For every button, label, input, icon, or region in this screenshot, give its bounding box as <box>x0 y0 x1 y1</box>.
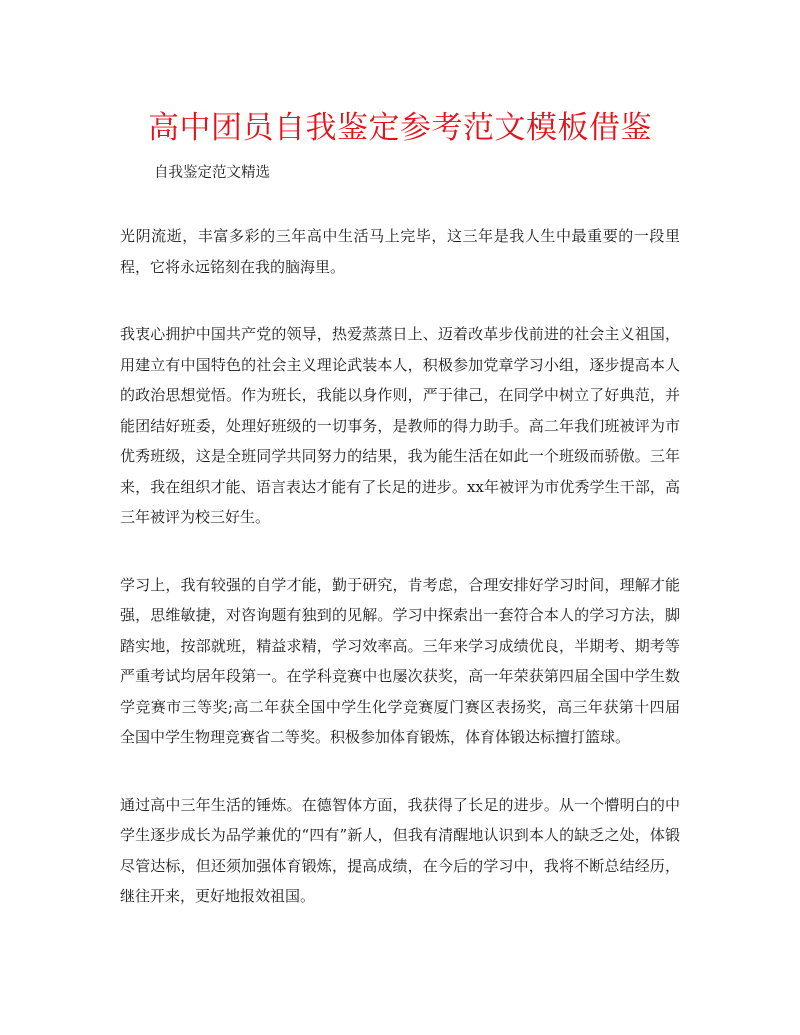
paragraph-summary: 通过高中三年生活的锤炼。在德智体方面，我获得了长足的进步。从一个懵明白的中学生逐步成长为品学兼优的“四有”新人，但我有清醒地认识到本人的缺乏之处，体锻尽管达标，但还须加强体育锻炼，提高成绩，在今后的学习中，我将不断总结经历，继往开来，更好地报效祖国。 <box>120 795 680 905</box>
paragraph-intro: 光阴流逝，丰富多彩的三年高中生活马上完毕，这三年是我人生中最重要的一段里程，它将永远铭刻在我的脑海里。 <box>120 227 680 276</box>
paragraph-study: 学习上，我有较强的自学才能，勤于研究，肯考虑，合理安排好学习时间，理解才能强，思维敏捷，对咨询题有独到的见解。学习中探索出一套符合本人的学习方法，脚踏实地，按部就班，精益求精，学习效率高。三年来学习成绩优良，半期考、期考等严重考试均居年段第一。在学科竞赛中也屡次获奖，高一年荣获第四届全国中学生数学竞赛市三等奖;高二年获全国中学生化学竞赛厦门赛区表扬奖，高三年获第十四届全国中学生物理竞赛省二等奖。积极参加体育锻炼，体育体锻达标擅打篮球。 <box>120 575 680 746</box>
paragraph-politics: 我衷心拥护中国共产党的领导，热爱蒸蒸日上、迈着改革步伐前进的社会主义祖国，用建立有中国特色的社会主义理论武装本人，积极参加党章学习小组，逐步提高本人的政治思想觉悟。作为班长，我能以身作则，严于律己，在同学中树立了好典范，并能团结好班委，处理好班级的一切事务，是教师的得力助手。高二年我们班被评为市优秀班级，这是全班同学共同努力的结果，我为能生活在如此一个班级而骄傲。三年来，我在组织才能、语言表达才能有了长足的进步。xx年被评为市优秀学生干部，高三年被评为校三好生。 <box>120 325 680 526</box>
document-title: 高中团员自我鉴定参考范文模板借鉴 <box>148 110 652 146</box>
document-subtitle: 自我鉴定范文精选 <box>154 165 270 181</box>
document-body <box>120 221 680 949</box>
